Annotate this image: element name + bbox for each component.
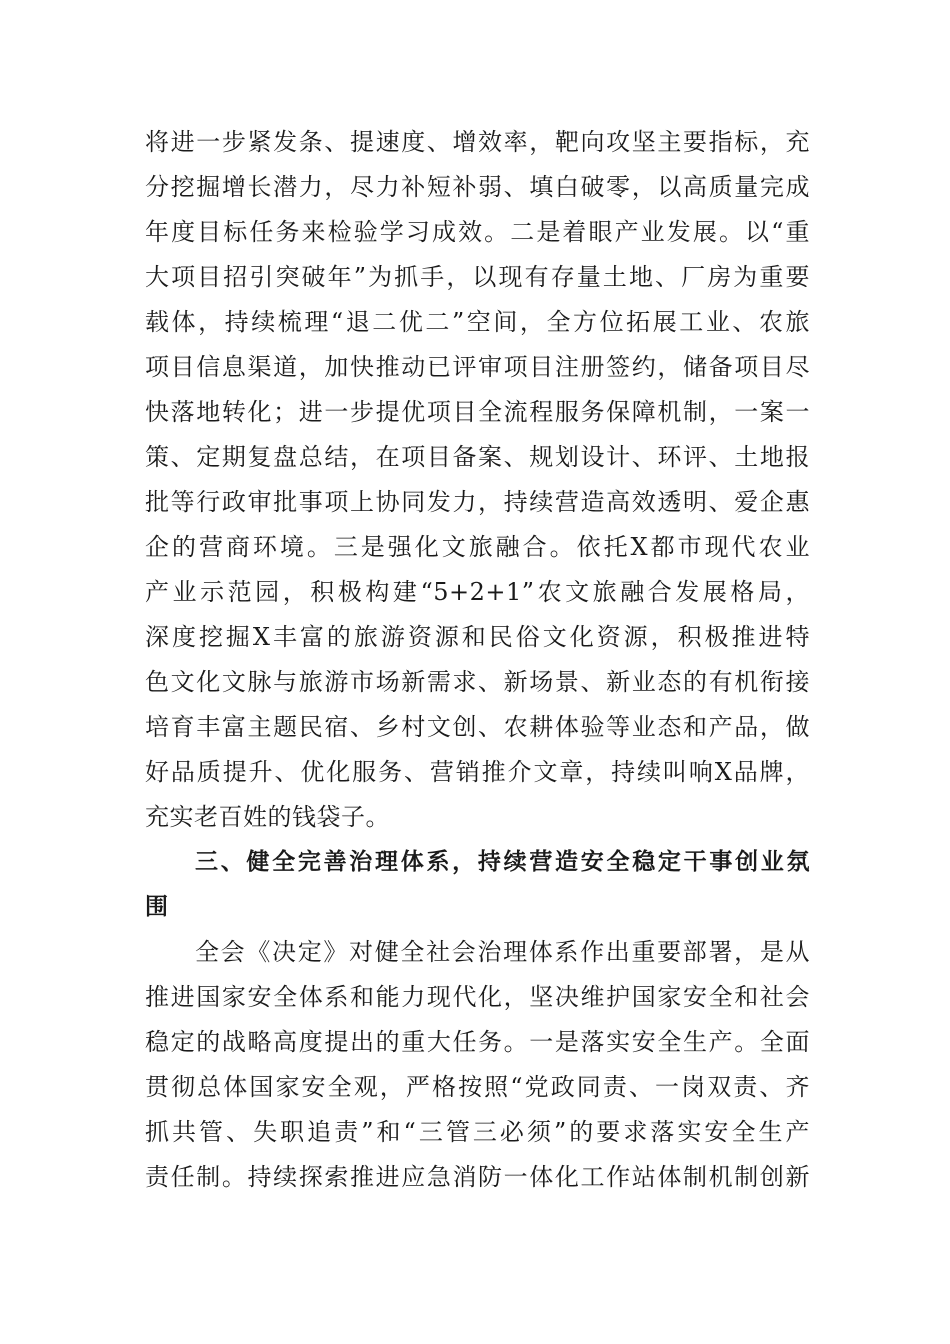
paragraph-1 xyxy=(145,120,810,840)
text-line: 产业示范园，积极构建“5+2+1”农文旅融合发展格局， xyxy=(145,578,810,606)
text-line: 将进一步紧发条、提速度、增效率，靶向攻坚主要指标，充 xyxy=(145,128,810,156)
document-body xyxy=(145,120,810,1200)
text-line: 推进国家安全体系和能力现代化，坚决维护国家安全和社会 xyxy=(145,983,810,1011)
text-line: 批等行政审批事项上协同发力，持续营造高效透明、爱企惠 xyxy=(145,488,810,516)
heading-line: 围 xyxy=(145,894,169,920)
text-line: 分挖掘增长潜力，尽力补短补弱、填白破零，以高质量完成 xyxy=(145,173,810,201)
text-line: 载体，持续梳理“退二优二”空间，全方位拓展工业、农旅 xyxy=(145,308,810,336)
text-line: 快落地转化；进一步提优项目全流程服务保障机制，一案一 xyxy=(145,398,810,426)
text-line: 企的营商环境。三是强化文旅融合。依托X都市现代农业 xyxy=(145,533,810,561)
text-line: 项目信息渠道，加快推动已评审项目注册签约，储备项目尽 xyxy=(145,353,810,381)
text-line: 抓共管、失职追责”和“三管三必须”的要求落实安全生产 xyxy=(145,1118,810,1146)
text-line: 好品质提升、优化服务、营销推介文章，持续叫响X品牌， xyxy=(145,758,810,786)
text-line: 稳定的战略高度提出的重大任务。一是落实安全生产。全面 xyxy=(145,1028,810,1056)
text-line: 大项目招引突破年”为抓手，以现有存量土地、厂房为重要 xyxy=(145,263,810,291)
text-line: 责任制。持续探索推进应急消防一体化工作站体制机制创新 xyxy=(145,1163,810,1191)
text-line: 年度目标任务来检验学习成效。二是着眼产业发展。以“重 xyxy=(145,218,810,246)
text-line: 培育丰富主题民宿、乡村文创、农耕体验等业态和产品，做 xyxy=(145,713,810,741)
text-line: 充实老百姓的钱袋子。 xyxy=(145,803,390,831)
text-line: 色文化文脉与旅游市场新需求、新场景、新业态的有机衔接 xyxy=(145,668,810,696)
text-line: 贯彻总体国家安全观，严格按照“党政同责、一岗双责、齐 xyxy=(145,1073,810,1101)
text-line: 全会《决定》对健全社会治理体系作出重要部署，是从 xyxy=(195,938,810,966)
text-line: 策、定期复盘总结，在项目备案、规划设计、环评、土地报 xyxy=(145,443,810,471)
paragraph-2 xyxy=(145,930,810,1200)
section-heading xyxy=(145,840,810,930)
heading-line: 三、健全完善治理体系，持续营造安全稳定干事创业氛 xyxy=(195,849,810,875)
text-line: 深度挖掘X丰富的旅游资源和民俗文化资源，积极推进特 xyxy=(145,623,810,651)
